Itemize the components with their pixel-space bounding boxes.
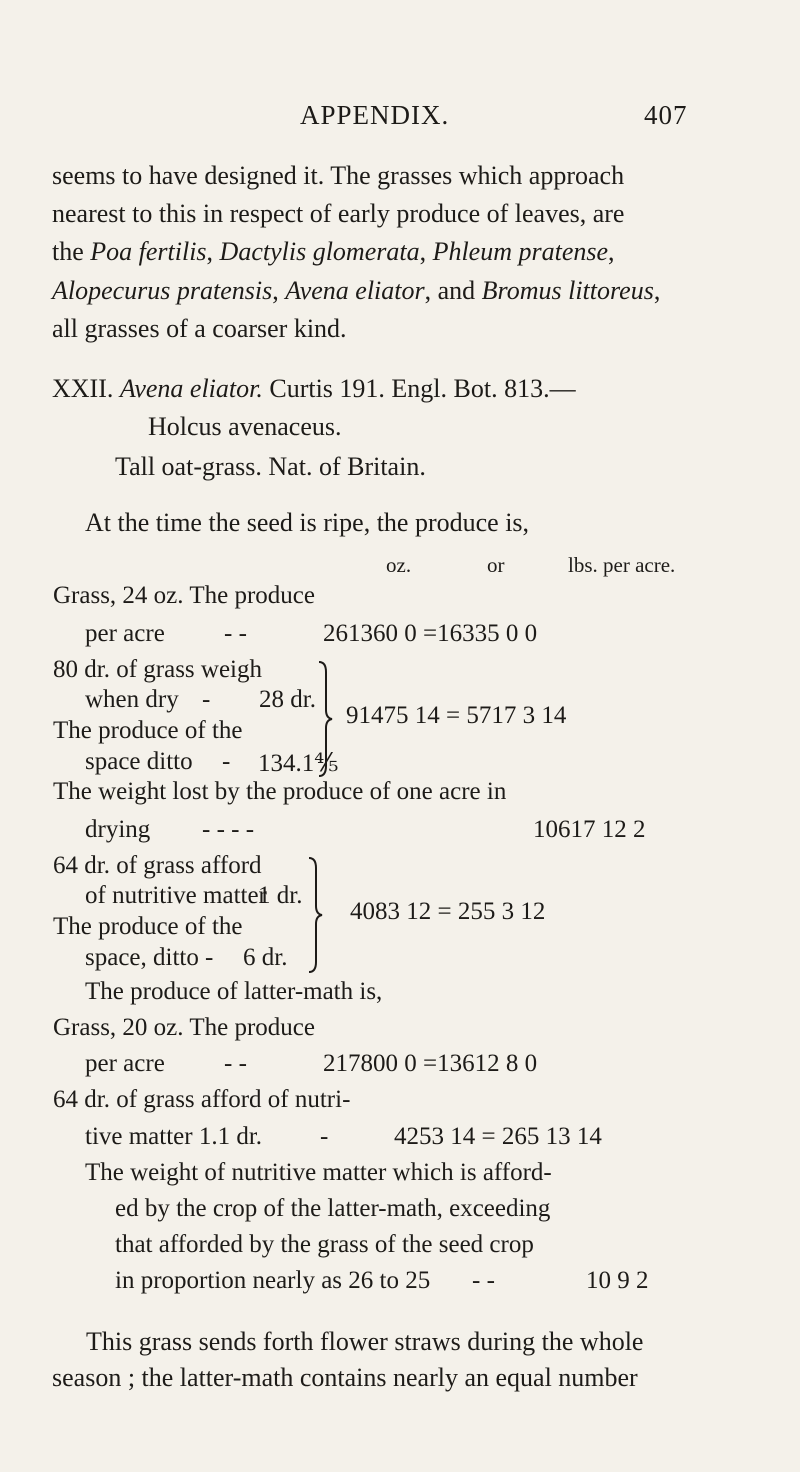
row-lattermath-label-1: The produce of latter-math is, <box>85 978 383 1005</box>
column-oz: oz. <box>386 553 412 577</box>
species-name: Alopecurus pratensis <box>52 276 273 305</box>
closing-line-2: season ; the latter-math contains nearly an equal number <box>52 1363 638 1392</box>
row-comparison-value: 10 9 2 <box>586 1267 649 1294</box>
row-comparison-dash: - - <box>472 1267 495 1294</box>
intro-line-1: seems to have designed it. The grasses which approach <box>52 161 625 190</box>
text-run: , <box>419 237 433 266</box>
page-number: 407 <box>644 100 688 130</box>
row-nutritive-amount: 1 dr. <box>258 882 303 909</box>
row-lattermath-label-3: per acre <box>85 1050 165 1077</box>
row-nutritive-label-2: of nutritive matter <box>85 882 267 909</box>
intro-line-3 <box>52 237 615 267</box>
entry-number: XXII. <box>52 374 120 403</box>
species-name: Bromus littoreus <box>481 276 654 305</box>
closing-line-1: This grass sends forth flower straws during the whole <box>86 1327 644 1356</box>
row-nutritive-dash-2: - <box>205 944 214 971</box>
intro-line-2: nearest to this in respect of early produce of leaves, are <box>52 199 625 228</box>
row-dry-value: 91475 14 = 5717 3 14 <box>346 702 567 729</box>
table-caption: At the time the seed is ripe, the produce is, <box>85 508 530 537</box>
row-dry-amount-2: 134.1⅘ <box>258 750 339 777</box>
row-comparison-label-1: The weight of nutritive matter which is afford- <box>85 1159 552 1186</box>
row-lattermath-nutri-value: 4253 14 = 265 13 14 <box>394 1123 602 1150</box>
row-nutritive-label-4: space, ditto <box>85 944 199 971</box>
row-dry-label-2: when dry <box>85 686 179 713</box>
row-grass-label-1: Grass, 24 oz. The produce <box>53 582 315 609</box>
row-dry-label-4: space ditto <box>85 748 193 775</box>
row-comparison-label-4: in proportion nearly as 26 to 25 <box>115 1267 431 1294</box>
row-comparison-label-3: that afforded by the grass of the seed crop <box>115 1231 534 1258</box>
row-grass-dash: - - <box>224 620 247 647</box>
row-grass-label-2: per acre <box>85 620 165 647</box>
row-lattermath-nutri-label-2: tive matter 1.1 dr. <box>85 1123 263 1150</box>
species-name: Avena eliator <box>285 276 425 305</box>
row-lattermath-nutri-label-1: 64 dr. of grass afford of nutri- <box>53 1086 351 1113</box>
row-grass-value: 261360 0 =16335 0 0 <box>323 620 538 647</box>
species-name: Poa fertilis <box>90 237 207 266</box>
running-head: APPENDIX. <box>300 100 450 130</box>
intro-line-5: all grasses of a coarser kind. <box>52 314 347 343</box>
brace-icon <box>306 856 324 974</box>
row-nutritive-label-1: 64 dr. of grass afford <box>53 852 262 879</box>
row-comparison-label-2: ed by the crop of the latter-math, exceeding <box>115 1195 551 1222</box>
text-run: , <box>608 237 615 266</box>
text-run: , <box>272 276 286 305</box>
brace-icon <box>316 660 334 778</box>
entry-species: Avena eliator. <box>119 374 263 403</box>
row-nutritive-value: 4083 12 = 255 3 12 <box>350 898 546 925</box>
row-dry-dash: - <box>202 686 211 713</box>
row-dry-label-1: 80 dr. of grass weigh <box>53 656 262 683</box>
species-name: Dactylis glomerata <box>219 237 420 266</box>
row-weight-lost-label-2: drying <box>85 816 151 843</box>
row-dry-label-3: The produce of the <box>53 717 243 744</box>
intro-line-4 <box>52 276 660 306</box>
row-lattermath-value: 217800 0 =13612 8 0 <box>323 1050 538 1077</box>
species-name: Phleum pratense <box>432 237 609 266</box>
row-dry-dash-2: - <box>222 748 231 775</box>
row-nutritive-amount-2: 6 dr. <box>243 944 288 971</box>
row-weight-lost-dash: - - - - <box>202 816 255 843</box>
row-weight-lost-label-1: The weight lost by the produce of one acre in <box>53 778 507 805</box>
entry-synonym: Holcus avenaceus. <box>148 412 342 441</box>
row-nutritive-label-3: The produce of the <box>53 913 243 940</box>
row-dry-amount: 28 dr. <box>259 686 316 713</box>
row-lattermath-label-2: Grass, 20 oz. The produce <box>53 1014 315 1041</box>
row-lattermath-nutri-dash: - <box>320 1123 329 1150</box>
entry-heading <box>52 374 576 404</box>
text-run: , and <box>424 276 482 305</box>
column-lbs: lbs. per acre. <box>568 553 676 577</box>
text-run: , <box>206 237 220 266</box>
column-or: or <box>487 553 505 577</box>
text-run: , <box>653 276 661 305</box>
entry-references: Curtis 191. Engl. Bot. 813.— <box>262 374 576 403</box>
entry-common-name: Tall oat-grass. Nat. of Britain. <box>115 452 426 481</box>
text-run: the <box>52 237 91 266</box>
row-lattermath-dash: - - <box>224 1050 247 1077</box>
row-weight-lost-value: 10617 12 2 <box>533 816 646 843</box>
